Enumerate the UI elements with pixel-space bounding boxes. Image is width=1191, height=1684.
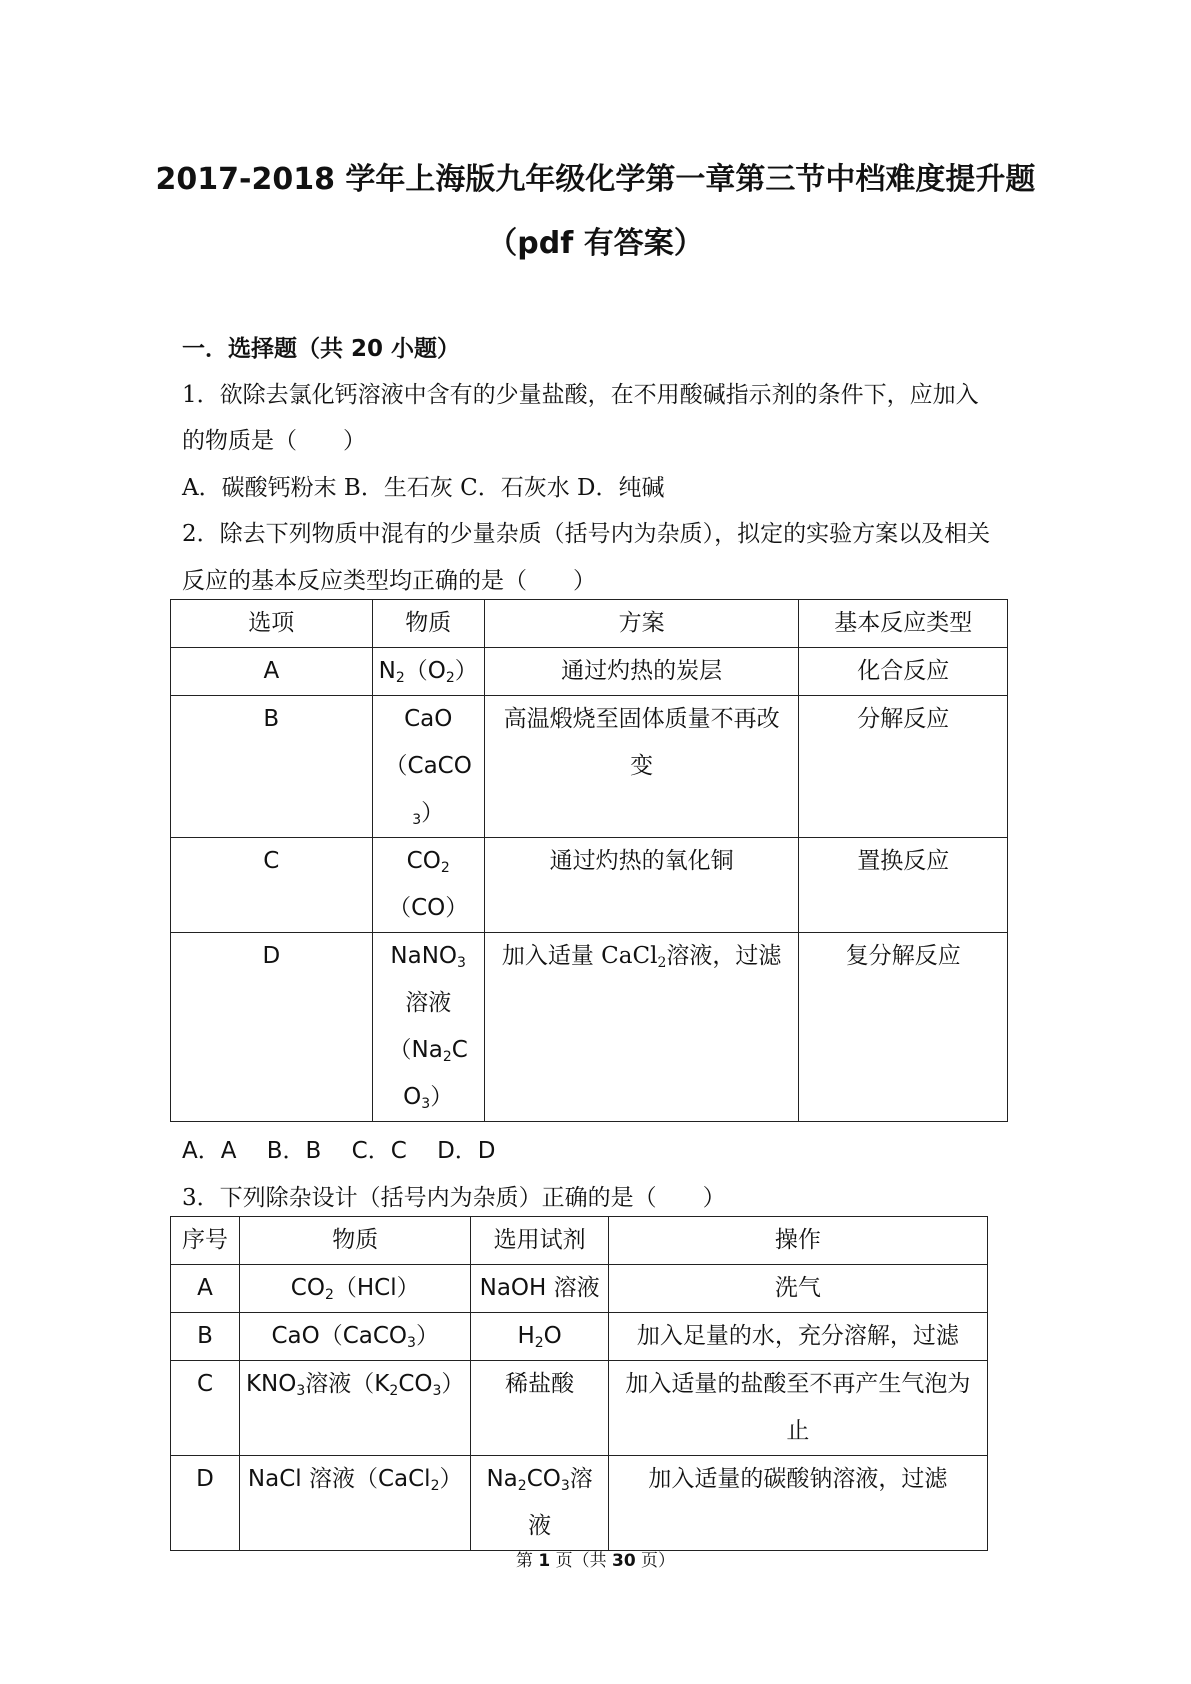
table-row bbox=[171, 1265, 988, 1313]
q2-stem-line-1: 2．除去下列物质中混有的少量杂质（括号内为杂质），拟定的实验方案以及相关 bbox=[182, 521, 991, 547]
option-cell: C bbox=[171, 838, 373, 933]
table-row bbox=[171, 1361, 988, 1456]
operation-cell: 加入适量的盐酸至不再产生气泡为 止 bbox=[608, 1361, 987, 1456]
substance-cell: CaO（CaCO$_3$） bbox=[239, 1313, 470, 1361]
q3-table bbox=[170, 1216, 988, 1551]
table-header-cell: 选项 bbox=[171, 600, 373, 648]
q1-options: A．碳酸钙粉末 B．生石灰 C．石灰水 D．纯碱 bbox=[182, 475, 665, 501]
substance-cell: $KNO_3$溶液$(K_2CO_3)$ bbox=[239, 1361, 470, 1456]
table-row bbox=[171, 1313, 988, 1361]
table-row bbox=[171, 933, 1008, 1122]
option-cell: B bbox=[171, 696, 373, 838]
q2-options: A．A B．B C．C D．D bbox=[182, 1138, 496, 1164]
q1-stem-line-2: 的物质是（ ） bbox=[182, 428, 366, 454]
plan-cell: 通过灼热的炭层 bbox=[484, 648, 799, 696]
table-header-cell: 序号 bbox=[171, 1217, 240, 1265]
substance-cell: $CO_2(HCl)$ bbox=[239, 1265, 470, 1313]
document-title-line-2: （pdf 有答案） bbox=[487, 226, 704, 261]
operation-cell: 洗气 bbox=[608, 1265, 987, 1313]
plan-cell: 加入适量 CaCl$_2$溶液，过滤 bbox=[484, 933, 799, 1122]
option-cell: A bbox=[171, 648, 373, 696]
operation-cell: 加入足量的水，充分溶解，过滤 bbox=[608, 1313, 987, 1361]
table-header-cell: 操作 bbox=[608, 1217, 987, 1265]
table-header-cell: 选用试剂 bbox=[471, 1217, 608, 1265]
reaction-type-cell: 置换反应 bbox=[799, 838, 1008, 933]
reaction-type-cell: 复分解反应 bbox=[799, 933, 1008, 1122]
q2-stem-line-2: 反应的基本反应类型均正确的是（ ） bbox=[182, 568, 596, 594]
table-header-cell: 物质 bbox=[239, 1217, 470, 1265]
number-cell: D bbox=[171, 1456, 240, 1551]
option-cell: D bbox=[171, 933, 373, 1122]
table-row bbox=[171, 696, 1008, 838]
page-footer: 第 1 页（共 30 页） bbox=[515, 1551, 676, 1571]
number-cell: B bbox=[171, 1313, 240, 1361]
substance-cell: $N_2(O_2)$ bbox=[372, 648, 484, 696]
operation-cell: 加入适量的碳酸钠溶液，过滤 bbox=[608, 1456, 987, 1551]
table-header-row bbox=[171, 600, 1008, 648]
number-cell: C bbox=[171, 1361, 240, 1456]
number-cell: A bbox=[171, 1265, 240, 1313]
substance-cell: CaO （CaCO $_3$） bbox=[372, 696, 484, 838]
reagent-cell: $H_2O$ bbox=[471, 1313, 608, 1361]
section-heading: 一．选择题（共 20 小题） bbox=[182, 336, 461, 362]
table-row bbox=[171, 1456, 988, 1551]
plan-cell: 通过灼热的氧化铜 bbox=[484, 838, 799, 933]
substance-cell: $CO_2$ （CO） bbox=[372, 838, 484, 933]
reaction-type-cell: 化合反应 bbox=[799, 648, 1008, 696]
table-header-cell: 基本反应类型 bbox=[799, 600, 1008, 648]
reaction-type-cell: 分解反应 bbox=[799, 696, 1008, 838]
plan-cell: 高温煅烧至固体质量不再改 变 bbox=[484, 696, 799, 838]
table-row bbox=[171, 838, 1008, 933]
table-header-cell: 物质 bbox=[372, 600, 484, 648]
document-title-line-1: 2017-2018 学年上海版九年级化学第一章第三节中档难度提升题 bbox=[155, 162, 1036, 197]
substance-cell: NaNO$_3$ 溶液 （$Na_2C$ $O_3$） bbox=[372, 933, 484, 1122]
reagent-cell: 稀盐酸 bbox=[471, 1361, 608, 1456]
reagent-cell: NaOH 溶液 bbox=[471, 1265, 608, 1313]
table-header-cell: 方案 bbox=[484, 600, 799, 648]
q2-table bbox=[170, 599, 1008, 1122]
q3-stem: 3．下列除杂设计（括号内为杂质）正确的是（ ） bbox=[182, 1185, 726, 1211]
reagent-cell: $Na_2CO_3$溶 液 bbox=[471, 1456, 608, 1551]
table-row bbox=[171, 648, 1008, 696]
q1-stem-line-1: 1．欲除去氯化钙溶液中含有的少量盐酸，在不用酸碱指示剂的条件下，应加入 bbox=[182, 382, 979, 408]
table-header-row bbox=[171, 1217, 988, 1265]
substance-cell: NaCl 溶液（CaCl$_2$） bbox=[239, 1456, 470, 1551]
